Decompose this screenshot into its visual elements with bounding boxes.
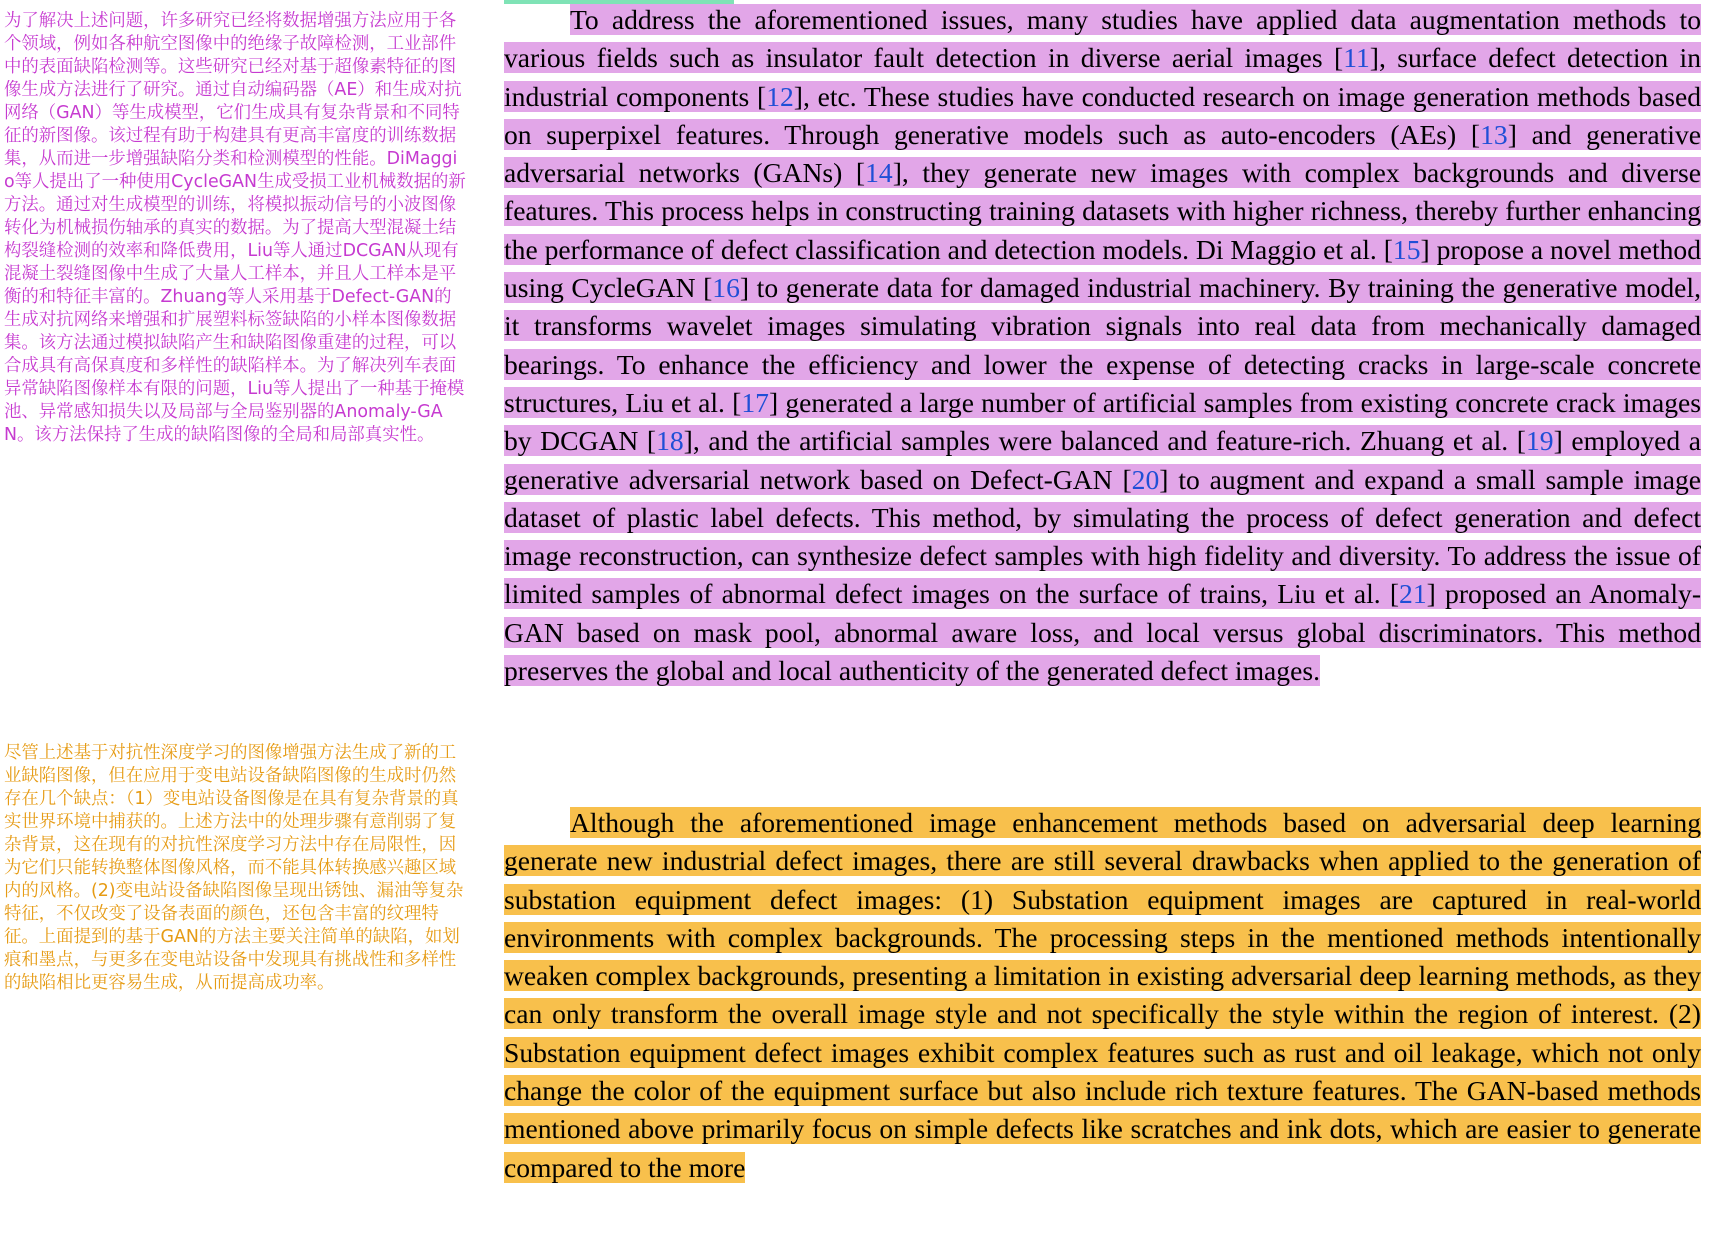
text-run: ] and generative adversarial networks (GANs) [ <box>504 118 1701 189</box>
highlighted-text-2 <box>504 807 1701 1183</box>
chinese-translation-note-1: 为了解决上述问题，许多研究已经将数据增强方法应用于各个领域，例如各种航空图像中的绝缘子故障检测，工业部件中的表面缺陷检测等。这些研究已经对基于超像素特征的图像生成方法进行了研究。通过自动编码器（AE）和生成对抗网络（GAN）等生成模型，它们生成具有复杂背景和不同特征的新图像。该过程有助于构建具有更高丰富度的训练数据集，从而进一步增强缺陷分类和检测模型的性能。DiMaggio等人提出了一种使用CycleGAN生成受损工业机械数据的新方法。通过对生成模型的训练，将模拟振动信号的小波图像转化为机械损伤轴承的真实的数据。为了提高大型混凝土结构裂缝检测的效率和降低费用，Liu等人通过DCGAN从现有混凝土裂缝图像中生成了大量人工样本，并且人工样本是平衡的和特征丰富的。Zhuang等人采用基于Defect-GAN的生成对抗网络来增强和扩展塑料标签缺陷的小样本图像数据集。该方法通过模拟缺陷产生和缺陷图像重建的过程，可以合成具有高保真度和多样性的缺陷样本。为了解决列车表面异常缺陷图像样本有限的问题，Liu等人提出了一种基于掩模池、异常感知损失以及局部与全局鉴别器的Anomaly-GAN。该方法保持了生成的缺陷图像的全局和局部真实性。 <box>4 11 466 445</box>
text-run: ], etc. These studies have conducted research on image generation methods based on superpixel features. Through generative models such as auto-encoders (AEs) [ <box>504 80 1701 150</box>
citation-link-12[interactable]: 12 <box>766 80 794 112</box>
citation-link-11[interactable]: 11 <box>1343 42 1370 74</box>
text-run: ], surface defect detection in industrial components [ <box>504 42 1701 112</box>
text-run: ] proposed an Anomaly-GAN based on mask pool, abnormal aware loss, and local versus global discriminators. This method preserves the global and local authenticity of the generated defect images. <box>504 578 1702 687</box>
citation-link-20[interactable]: 20 <box>1131 463 1160 495</box>
citation-link-13[interactable]: 13 <box>1480 118 1508 150</box>
text-run: ] to augment and expand a small sample image dataset of plastic label defects. This method, by simulating the process of defect generation and defect image reconstruction, can synthesize defect samples with high fidelity and diversity. To address the issue of limited samples of abnormal defect images on the surface of trains, Liu et al. [ <box>504 463 1701 610</box>
text-run: ] employed a generative adversarial network based on Defect-GAN [ <box>504 425 1702 495</box>
text-run: ] generated a large number of artificial samples from existing concrete crack images by DCGAN [ <box>504 386 1701 457</box>
text-run: Although the aforementioned image enhancement methods based on adversarial deep learning generate new industrial defect images, there are still several drawbacks when applied to the generation of substation equipment defect images: (1) Substation equipment images are captured in real-world environments with complex backgrounds. The processing steps in the mentioned methods intentionally weaken complex backgrounds, presenting a limitation in existing adversarial deep learning methods, as they can only transform the overall image style and not specifically the style within the region of interest. (2) Substation equipment defect images exhibit complex features such as rust and oil leakage, which not only change the color of the equipment surface but also include rich texture features. The GAN-based methods mentioned above primarily focus on simple defects like scratches and ink dots, which are easier to generate compared to the more <box>504 807 1701 1183</box>
text-run: ] to generate data for damaged industrial machinery. By training the generative model, it transforms wavelet images simulating vibration signals into real data from mechanically damaged bearings. To enhance the efficiency and lower the expense of detecting cracks in large-scale concrete structures, Liu et al. [ <box>504 272 1701 418</box>
text-run: ] propose a novel method using CycleGAN [ <box>504 233 1701 304</box>
text-run: ], and the artificial samples were balanced and feature-rich. Zhuang et al. [ <box>683 425 1526 457</box>
text-run: To address the aforementioned issues, many studies have applied data augmentation methods to various fields such as insulator fault detection in diverse aerial images [ <box>504 4 1701 74</box>
text-run: ], they generate new images with complex backgrounds and diverse features. This process helps in constructing training datasets with higher richness, thereby further enhancing the performance of defect classification and detection models. Di Maggio et al. [ <box>504 157 1701 265</box>
chinese-translation-note-2: 尽管上述基于对抗性深度学习的图像增强方法生成了新的工业缺陷图像，但在应用于变电站设备缺陷图像的生成时仍然存在几个缺点：（1）变电站设备图像是在具有复杂背景的真实世界环境中捕获的。上述方法中的处理步骤有意削弱了复杂背景，这在现有的对抗性深度学习方法中存在局限性，因为它们只能转换整体图像风格，而不能具体转换感兴趣区域内的风格。(2)变电站设备缺陷图像呈现出锈蚀、漏油等复杂特征，不仅改变了设备表面的颜色，还包含丰富的纹理特征。上面提到的基于GAN的方法主要关注简单的缺陷，如划痕和墨点，与更多在变电站设备中发现具有挑战性和多样性的缺陷相比更容易生成，从而提高成功率。 <box>4 743 464 993</box>
english-paragraph-2 <box>504 804 1701 1187</box>
citation-link-19[interactable]: 19 <box>1525 425 1554 457</box>
citation-link-17[interactable]: 17 <box>741 386 769 418</box>
english-paragraph-1 <box>504 1 1701 690</box>
citation-link-15[interactable]: 15 <box>1392 233 1421 265</box>
citation-link-21[interactable]: 21 <box>1399 578 1427 610</box>
citation-link-16[interactable]: 16 <box>712 272 740 304</box>
highlighted-text-1 <box>504 4 1701 686</box>
citation-link-14[interactable]: 14 <box>865 157 893 189</box>
citation-link-18[interactable]: 18 <box>656 425 684 457</box>
